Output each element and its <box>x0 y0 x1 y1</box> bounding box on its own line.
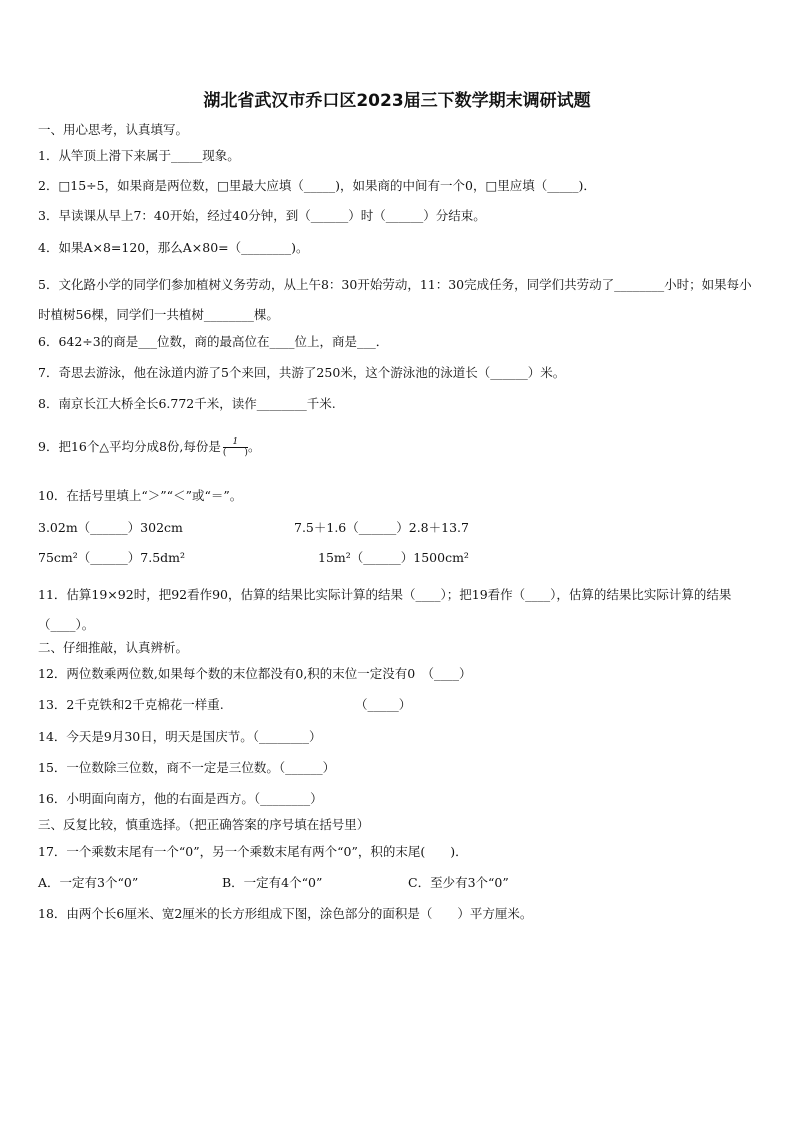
question-5: 5．文化路小学的同学们参加植树义务劳动，从上午8：30开始劳动，11：30完成任务，同学们共劳动了________小时；如果每小时植树56棵，同学们一共植树________棵。 <box>38 277 752 322</box>
question-4: 4．如果A×8=120，那么A×80=（________)。 <box>38 240 309 255</box>
fraction <box>223 437 248 458</box>
question-8: 8．南京长江大桥全长6.772千米，读作________千米. <box>38 396 336 411</box>
q10-compare-2: 7.5＋1.6（______）2.8＋13.7 <box>294 520 469 535</box>
section-1-heading: 一、用心思考，认真填写。 <box>38 122 189 137</box>
question-17: 17．一个乘数末尾有一个“0”，另一个乘数末尾有两个“0”，积的末尾( )． <box>38 844 468 859</box>
question-14: 14．今天是9月30日，明天是国庆节。（________） <box>38 729 322 744</box>
page-title: 湖北省武汉市乔口区2023届三下数学期末调研试题 <box>203 91 591 111</box>
question-12: 12．两位数乘两位数,如果每个数的末位都没有0,积的末位一定没有0 （____） <box>38 666 472 681</box>
question-11: 11．估算19×92时，把92看作90，估算的结果比实际计算的结果（____）；把19看作（____），估算的结果比实际计算的结果（____）。 <box>38 587 732 632</box>
q17-option-b: B．一定有4个“0” <box>222 875 323 890</box>
section-2-heading: 二、仔细推敲，认真辨析。 <box>38 640 189 655</box>
question-1: 1．从竿顶上滑下来属于_____现象。 <box>38 148 240 163</box>
question-7: 7．奇思去游泳，他在泳道内游了5个来回，共游了250米，这个游泳池的泳道长（______）米。 <box>38 365 566 380</box>
fraction-numerator: 1 <box>223 437 248 448</box>
q10-compare-4: 15m²（______）1500cm² <box>318 550 469 565</box>
question-9-end: 。 <box>247 439 261 454</box>
question-10: 10．在括号里填上“＞”“＜”或“＝”。 <box>38 488 243 503</box>
question-18: 18．由两个长6厘米、宽2厘米的长方形组成下图，涂色部分的面积是（ ）平方厘米。 <box>38 906 533 921</box>
question-16: 16．小明面向南方，他的右面是西方。（________） <box>38 791 323 806</box>
q17-option-c: C．至少有3个“0” <box>408 875 509 890</box>
fraction-denominator: ( ) <box>222 448 248 458</box>
question-9-text: 9．把16个△平均分成8份,每份是 <box>38 439 221 454</box>
question-3: 3．早读课从早上7：40开始，经过40分钟，到（______）时（______）分结束。 <box>38 208 486 223</box>
question-13: 13．2千克铁和2千克棉花一样重. （_____） <box>38 697 412 712</box>
question-6: 6．642÷3的商是___位数，商的最高位在____位上，商是___． <box>38 334 389 349</box>
q10-compare-1: 3.02m（______）302cm <box>38 520 183 535</box>
question-9 <box>38 437 260 458</box>
section-3-heading: 三、反复比较，慎重选择。（把正确答案的序号填在括号里） <box>38 817 370 832</box>
q10-compare-3: 75cm²（______）7.5dm² <box>38 550 186 565</box>
q17-option-a: A．一定有3个“0” <box>38 875 139 890</box>
question-2: 2．□15÷5，如果商是两位数，□里最大应填（_____)，如果商的中间有一个0，□里应填（_____)． <box>38 178 596 193</box>
question-15: 15．一位数除三位数，商不一定是三位数。（______） <box>38 760 336 775</box>
